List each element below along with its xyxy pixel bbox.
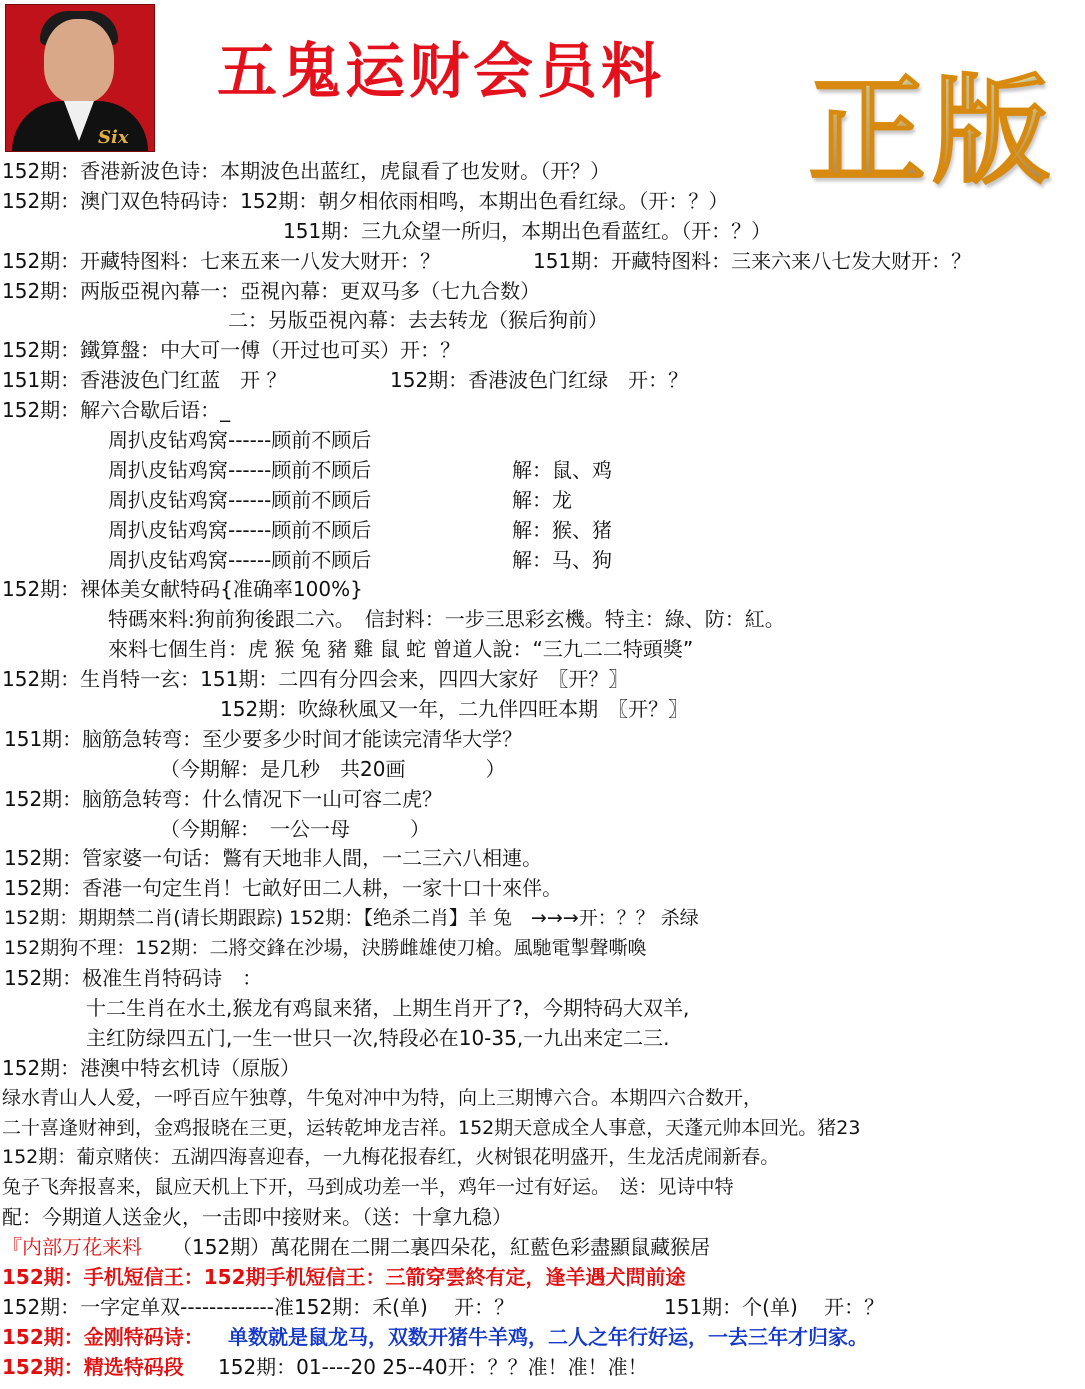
text-line [0,426,1085,456]
text-line [0,1173,1085,1203]
text-line [0,336,1085,366]
line-text: 绿水青山人人爱，一呼百应午独尊，牛兔对冲中为特，向上三期博六合。本期四六合数开， [2,1086,763,1109]
text-line [0,904,1085,934]
line-text: 二十喜逢财神到，金鸡报晓在三更，运转乾坤龙吉祥。152期天意成全人事意，天蓬元帅本回光。猪23 [2,1116,861,1139]
line-text: 兔子飞奔报喜来，鼠应天机上下开，马到成功差一半，鸡年一过有好运。 送：见诗中特 [2,1176,734,1199]
text-line [0,1233,1085,1263]
text-line [0,1293,1085,1323]
line-text-right: 解：龙 [512,487,572,512]
text-line [0,1353,1085,1383]
line-text-red: 152期：金刚特码诗： [2,1324,204,1349]
text-line [0,1024,1085,1054]
line-text: 152期狗不理：152期：二將交鋒在沙場，決勝雌雄使刀槍。風馳電掣聲嘶喚 [4,937,647,960]
line-text: 二：另版亞視內幕：去去转龙（猴后狗前） [228,308,608,333]
text-line [0,1084,1085,1114]
text-line [0,306,1085,336]
text-line [0,635,1085,665]
text-line [0,396,1085,426]
text-line [0,247,1085,277]
portrait-photo [5,4,155,152]
line-text: 152期：吹綠秋風又一年，二九伴四旺本期 〖开？〗 [220,697,689,722]
line-text: 周扒皮钻鸡窝------顾前不顾后 [108,428,372,453]
line-text: 來料七個生肖：虎 猴 兔 豬 雞 鼠 蛇 曾道人說：“三九二二特頭獎” [108,637,694,662]
line-text: （今期解： 一公一母 ） [160,816,430,841]
text-line [0,546,1085,576]
line-text: 周扒皮钻鸡窝------顾前不顾后 [108,517,372,542]
line-text: 主红防绿四五门,一生一世只一次,特段必在10-35,一九出来定二三. [86,1025,670,1050]
line-text-blue: 单数就是鼠龙马，双数开猪牛羊鸡，二人之年行好运，一去三年才归家。 [228,1324,868,1349]
line-text-right: 151期：开藏特图料：三来六来八七发大财开：？ [533,248,972,273]
line-text-red: 『内部万花来料 [2,1235,142,1260]
authentic-badge: 正版 [808,62,1057,200]
content-lines [0,157,1085,1383]
text-line [0,695,1085,725]
text-line [0,725,1085,755]
line-text: （今期解：是几秒 共20画 ） [160,756,506,781]
text-line [0,1323,1085,1353]
text-line [0,1203,1085,1233]
line-text: 152期：一字定单双-------------准152期：禾(单) 开：？ [2,1294,515,1319]
line-text: 152期：葡京赌侠：五湖四海喜迎春，一九梅花报春红，火树银花明盛开，生龙活虎闹新春。 [2,1146,780,1169]
text-line [0,994,1085,1024]
line-text: 152期：开藏特图料：七来五来一八发大财开：？ [2,248,441,273]
line-text-right: （152期）萬花開在二開二裏四朵花，紅藍色彩盡顯鼠藏猴居 [172,1235,711,1260]
line-text-right: 解：猴、猪 [512,517,612,542]
line-text: 151期：三九众望一所归，本期出色看蓝红。（开：？） [283,218,772,243]
text-line [0,964,1085,994]
line-text: 152期：裸体美女献特码{准确率100%} [2,577,363,602]
text-line [0,665,1085,695]
line-text-right: 解：鼠、鸡 [512,457,612,482]
line-text: 152期：脑筋急转弯：什么情况下一山可容二虎？ [4,786,443,811]
text-line [0,1263,1085,1293]
text-line [0,815,1085,845]
line-text: 151期：香港波色门红蓝 开 ？ [2,368,287,393]
line-text-red: 152期：精选特码段 [2,1354,184,1379]
text-line [0,187,1085,217]
text-line [0,456,1085,486]
text-line [0,785,1085,815]
line-text-right: 151期：个(单) 开：？ [664,1294,885,1319]
line-text: 152期：两版亞視內幕一：亞視內幕：更双马多（七九合数） [2,278,541,303]
line-text: 152期：香港新波色诗：本期波色出蓝红，虎鼠看了也发财。（开？） [2,159,611,183]
line-text: 十二生肖在水土,猴龙有鸡鼠来猪，上期生肖开了?，今期特码大双羊, [86,995,690,1020]
line-text-right: 152期：01----20 25--40开：？？准！准！准！ [218,1354,648,1379]
line-text-red: 152期：手机短信王：152期手机短信王：三箭穿雲終有定，逢羊遇犬問前途 [2,1264,686,1289]
text-line [0,575,1085,605]
portrait-face [44,19,114,103]
text-line [0,755,1085,785]
line-text: 152期：鐵算盤：中大可一傅（开过也可买）开：？ [2,338,461,363]
text-line [0,605,1085,635]
text-line [0,516,1085,546]
line-text: 152期：香港一句定生肖！七畝好田二人耕，一家十口十來伴。 [4,876,563,901]
line-text: 152期：澳门双色特码诗：152期：朝夕相依雨相鸣，本期出色看红绿。（开：？） [2,188,729,213]
line-text: 周扒皮钻鸡窝------顾前不顾后 [108,547,372,572]
line-text: 152期：管家婆一句话：鷩有天地非人間，一二三六八相連。 [4,846,543,871]
photo-watermark: Six [98,127,129,148]
text-line [0,217,1085,247]
text-line [0,157,1085,187]
line-text: 152期：期期禁二肖(请长期跟踪) 152期：【绝杀二肖】羊 兔 →→→开：？？ 杀绿 [4,907,699,930]
text-line [0,1114,1085,1144]
text-line [0,366,1085,396]
line-text: 152期：港澳中特玄机诗（原版） [2,1055,301,1080]
text-line [0,934,1085,964]
text-line [0,277,1085,307]
line-text: 周扒皮钻鸡窝------顾前不顾后 [108,487,372,512]
line-text: 151期：脑筋急转弯：至少要多少时间才能读完清华大学？ [4,726,523,751]
line-text: 周扒皮钻鸡窝------顾前不顾后 [108,457,372,482]
text-line [0,1054,1085,1084]
line-text-right: 解：马、狗 [512,547,612,572]
line-text-right: 152期：香港波色门红绿 开：？ [390,368,689,393]
text-line [0,1143,1085,1173]
text-line [0,874,1085,904]
text-line [0,844,1085,874]
line-text: 152期：生肖特一玄：151期：二四有分四会来，四四大家好 〖开？〗 [2,667,629,692]
text-line [0,486,1085,516]
line-text: 特碼來料:狗前狗後跟二六。 信封料：一步三思彩玄機。特主：綠、防：紅。 [108,607,785,632]
line-text: 配：今期道人送金火，一击即中接财来。（送：十拿九稳） [2,1205,512,1230]
line-text: 152期：极准生肖特码诗 ： [4,966,263,991]
line-text: 152期：解六合歇后语：_ [2,398,231,423]
page-title: 五鬼运财会员料 [217,37,665,107]
